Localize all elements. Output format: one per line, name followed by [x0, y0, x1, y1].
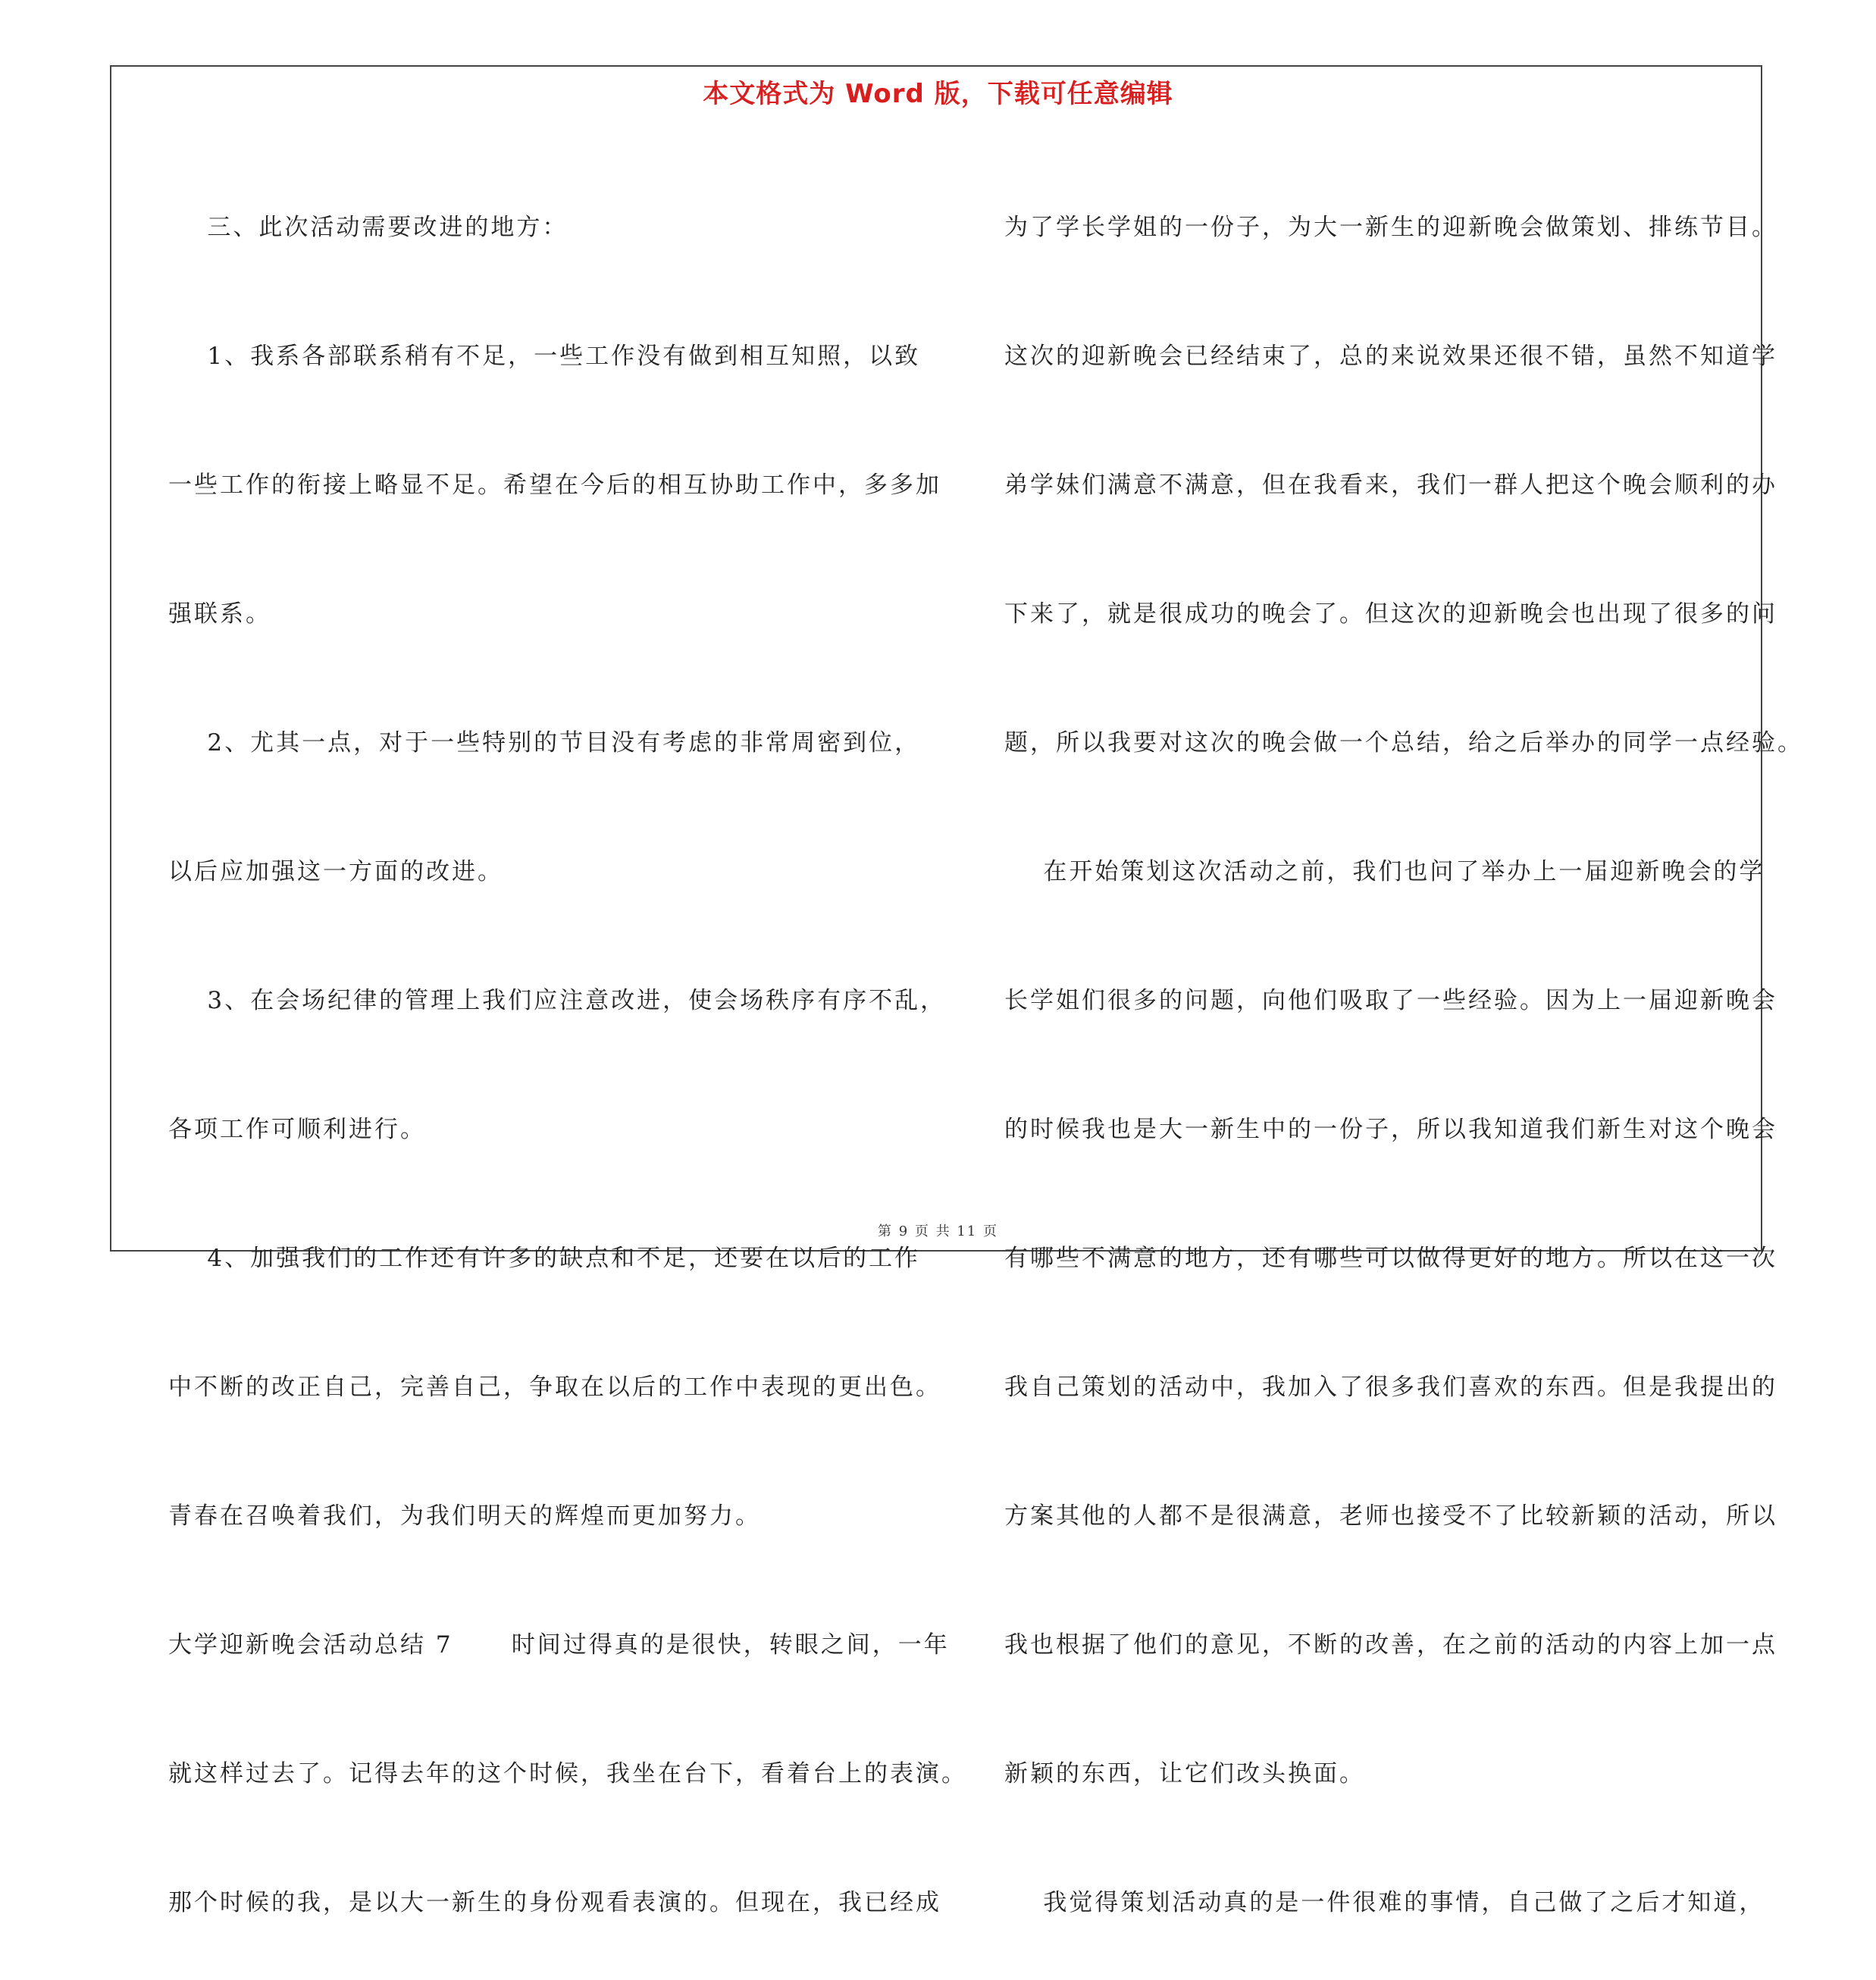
text-line: 1、我系各部联系稍有不足，一些工作没有做到相互知照，以致: [168, 343, 921, 370]
text-line: 为了学长学姐的一份子，为大一新生的迎新晚会做策划、排练节目。: [1004, 214, 1777, 241]
text-line: 那个时候的我，是以大一新生的身份观看表演的。但现在，我已经成: [168, 1889, 941, 1916]
text-line: 中不断的改正自己，完善自己，争取在以后的工作中表现的更出色。: [168, 1374, 941, 1401]
header-banner: 本文格式为 Word 版，下载可任意编辑: [703, 79, 1173, 109]
text-line: 在开始策划这次活动之前，我们也问了举办上一届迎新晚会的学: [1004, 858, 1765, 885]
text-line: 三、此次活动需要改进的地方：: [168, 214, 568, 241]
text-line: 青春在召唤着我们，为我们明天的辉煌而更加努力。: [168, 1502, 761, 1530]
text-line: 新颖的东西，让它们改头换面。: [1004, 1760, 1365, 1787]
right-text-column: [1004, 149, 1803, 1980]
text-line: 弟学妹们满意不满意，但在我看来，我们一群人把这个晚会顺利的办: [1004, 472, 1777, 499]
text-line: 以后应加强这一方面的改进。: [168, 858, 503, 885]
text-line: 各项工作可顺利进行。: [168, 1116, 426, 1143]
text-line: 我自己策划的活动中，我加入了很多我们喜欢的东西。但是我提出的: [1004, 1374, 1777, 1401]
text-line: 有哪些不满意的地方，还有哪些可以做得更好的地方。所以在这一次: [1004, 1245, 1777, 1272]
text-line: 下来了，就是很成功的晚会了。但这次的迎新晚会也出现了很多的问: [1004, 600, 1777, 628]
text-line: 一些工作的衔接上略显不足。希望在今后的相互协助工作中，多多加: [168, 472, 941, 499]
text-line: 强联系。: [168, 600, 271, 628]
page-number: 第 9 页 共 11 页: [878, 1223, 998, 1239]
text-line: 2、尤其一点，对于一些特别的节目没有考虑的非常周密到位，: [168, 729, 921, 757]
text-line: 我也根据了他们的意见，不断的改善，在之前的活动的内容上加一点: [1004, 1631, 1777, 1659]
text-line: 大学迎新晚会活动总结 7 时间过得真的是很快，转眼之间，一年: [168, 1631, 950, 1659]
text-line: 的时候我也是大一新生中的一份子，所以我知道我们新生对这个晚会: [1004, 1116, 1777, 1143]
text-line: 就这样过去了。记得去年的这个时候，我坐在台下，看着台上的表演。: [168, 1760, 967, 1787]
text-line: 我觉得策划活动真的是一件很难的事情，自己做了之后才知道，: [1004, 1889, 1765, 1916]
text-line: 这次的迎新晚会已经结束了，总的来说效果还很不错，虽然不知道学: [1004, 343, 1777, 370]
text-line: 3、在会场纪律的管理上我们应注意改进，使会场秩序有序不乱，: [168, 987, 947, 1014]
text-line: 长学姐们很多的问题，向他们吸取了一些经验。因为上一届迎新晚会: [1004, 987, 1777, 1014]
text-line: 方案其他的人都不是很满意，老师也接受不了比较新颖的活动，所以: [1004, 1502, 1777, 1530]
text-line: 4、加强我们的工作还有许多的缺点和不足，还要在以后的工作: [168, 1245, 921, 1272]
text-line: 题，所以我要对这次的晚会做一个总结，给之后举办的同学一点经验。: [1004, 729, 1803, 757]
